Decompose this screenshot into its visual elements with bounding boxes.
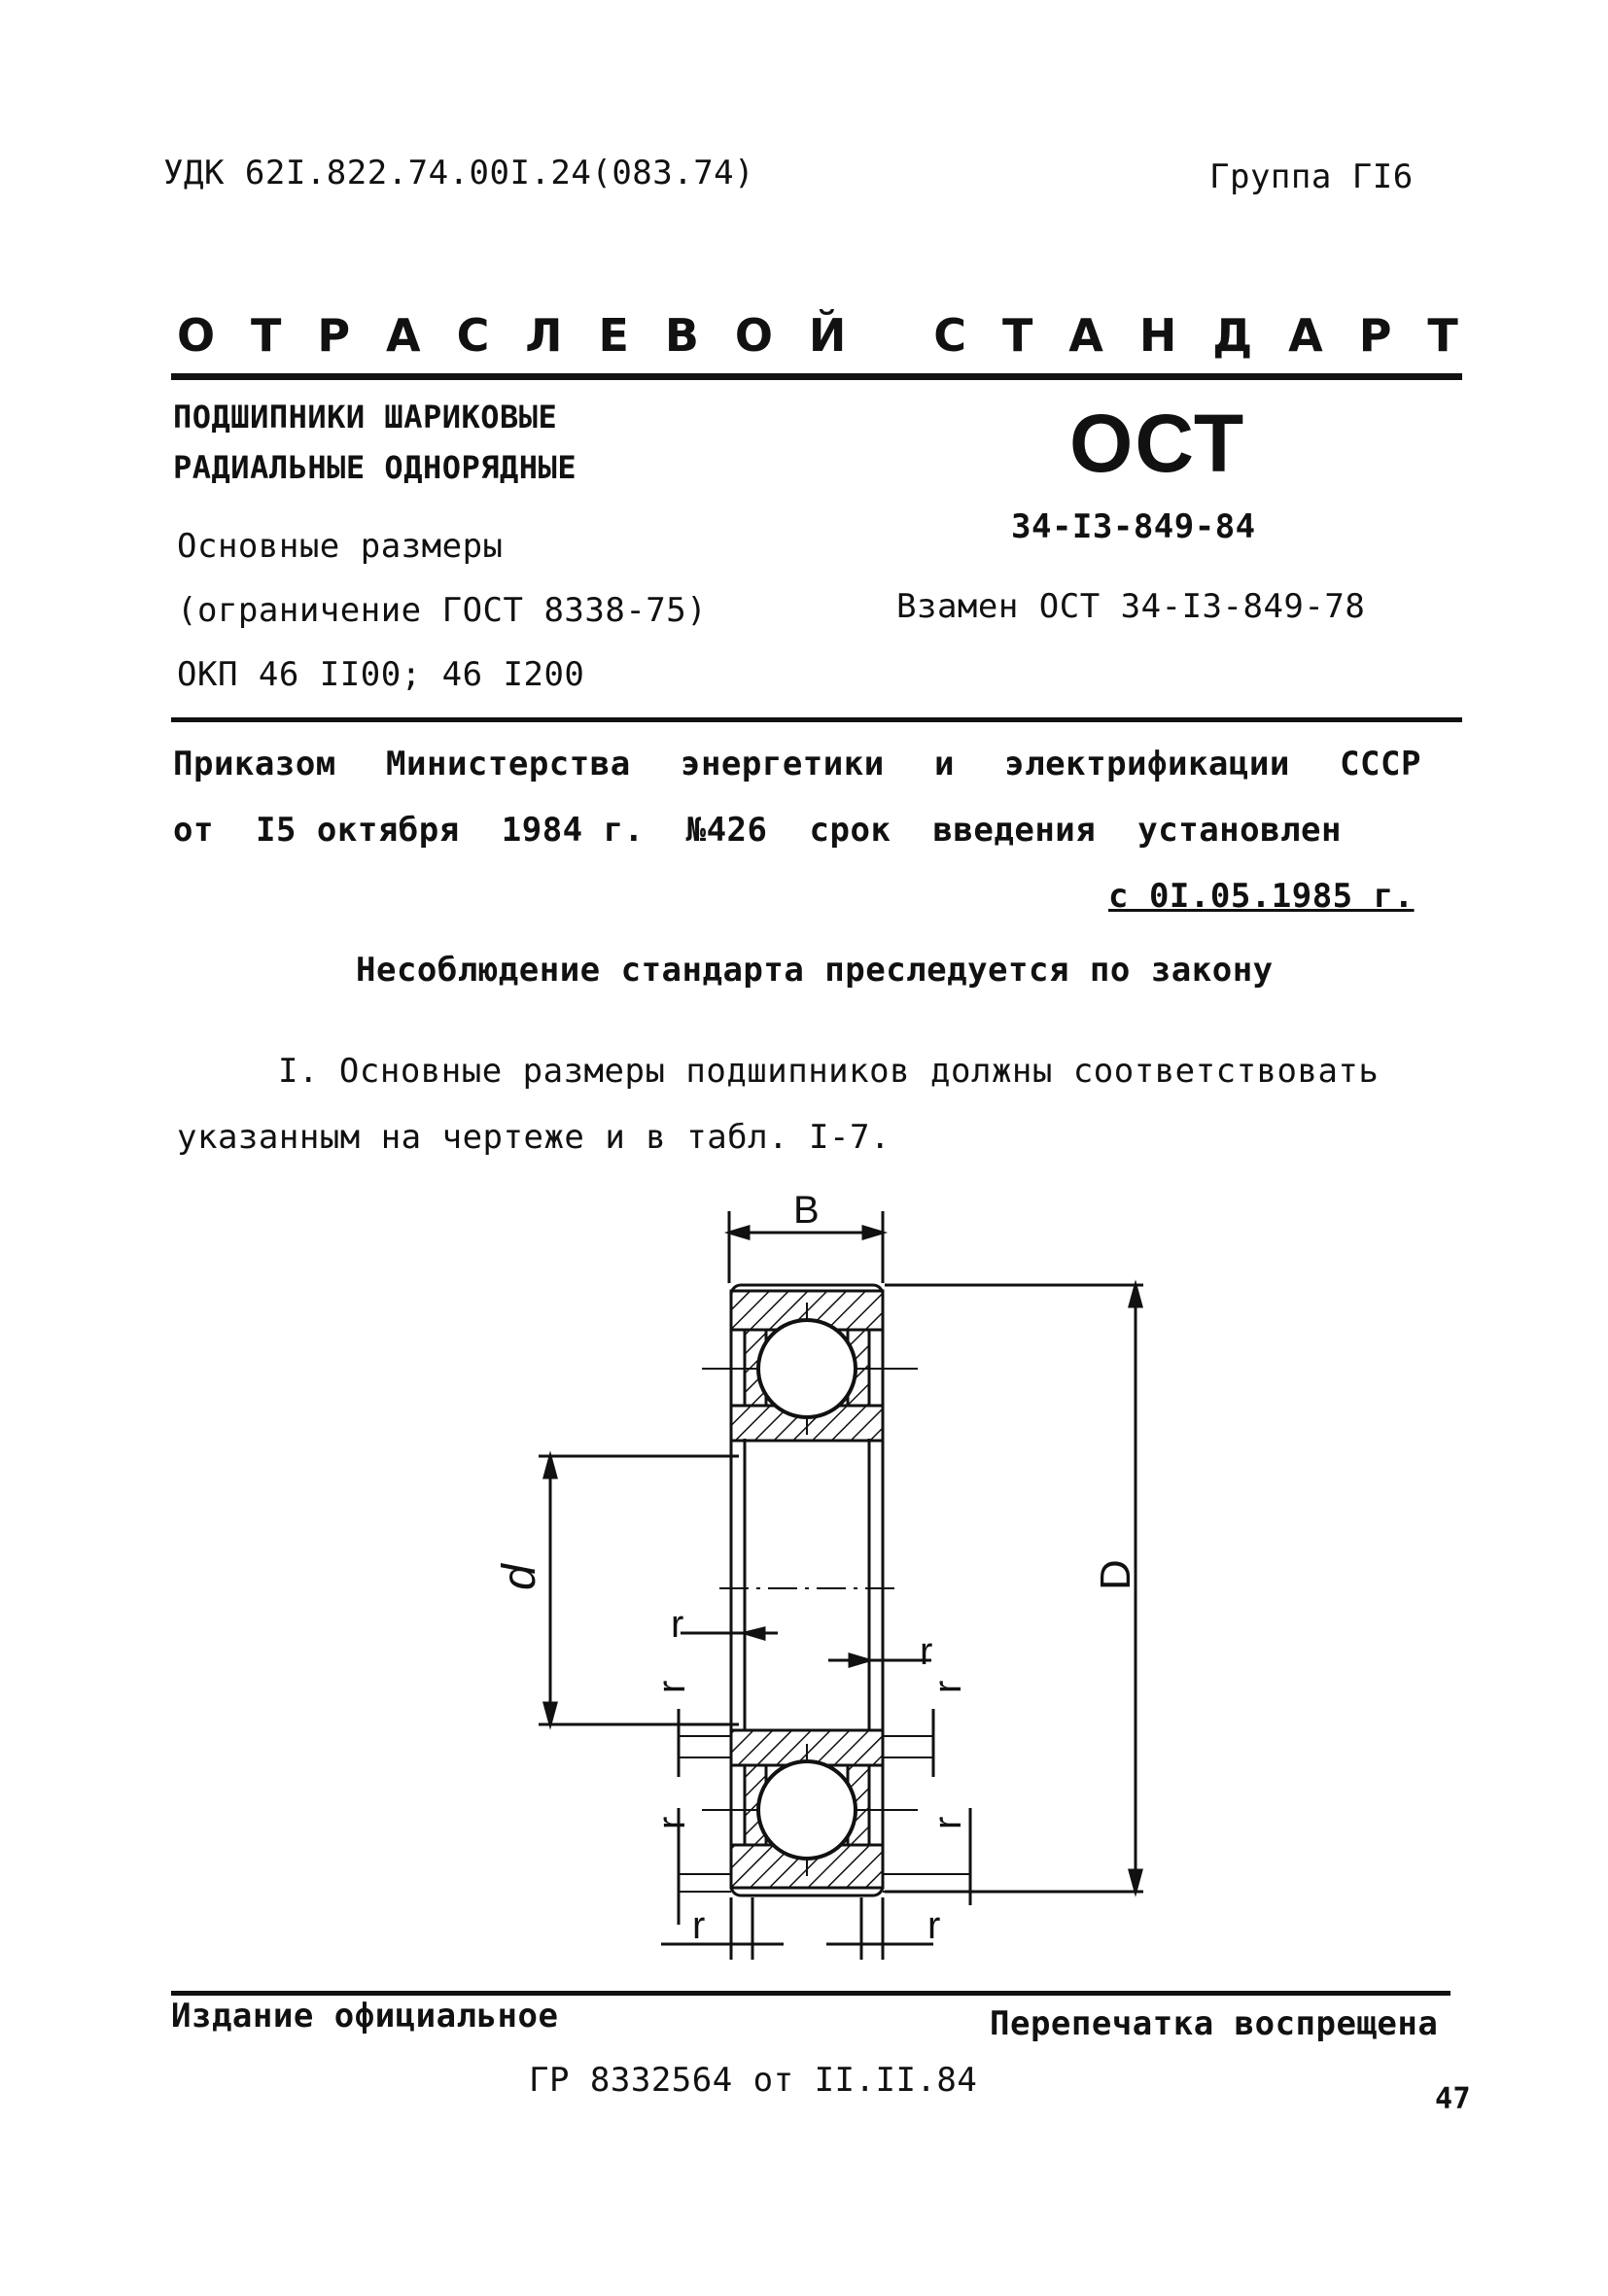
ball — [758, 1761, 856, 1859]
order-word: установлен — [1137, 811, 1342, 850]
page-number: 47 — [1435, 2082, 1472, 2116]
banner-letter: Е — [598, 309, 629, 362]
title-line-2: РАДИАЛЬНЫЕ ОДНОРЯДНЫЕ — [173, 449, 577, 486]
banner-letter: Р — [317, 309, 351, 362]
order-word: срок — [809, 811, 891, 850]
banner-letter: А — [1068, 309, 1103, 362]
title-line-1: ПОДШИПНИКИ ШАРИКОВЫЕ — [173, 399, 558, 435]
dimension-B-label: B — [793, 1189, 820, 1232]
order-word: Приказом — [173, 745, 336, 783]
banner-letter: С — [456, 309, 490, 362]
ball — [758, 1320, 856, 1417]
effective-date: с 0I.05.1985 г. — [1108, 877, 1415, 916]
order-word: от — [173, 811, 214, 850]
order-word: энергетики — [680, 745, 885, 783]
banner-letter: Т — [251, 309, 282, 362]
legal-notice: Несоблюдение стандарта преследуется по закону — [356, 951, 1274, 990]
ost-mark: ОСТ — [1069, 398, 1246, 489]
udk-code: УДК 62I.822.74.00I.24(083.74) — [163, 154, 755, 192]
standard-number: 34-I3-849-84 — [1011, 507, 1256, 546]
order-word: и — [933, 745, 955, 783]
dimension-r-label: r — [692, 1904, 706, 1947]
banner-letter: В — [664, 309, 699, 362]
group-code: Группа ГI6 — [1209, 157, 1414, 196]
banner-letter: Л — [525, 309, 563, 362]
edition-note: Издание официальное — [171, 1997, 559, 2035]
banner-letter: О — [177, 309, 216, 362]
dimension-d-label: d — [494, 1564, 545, 1590]
banner-letter: Й — [808, 309, 847, 362]
order-word: введения — [932, 811, 1097, 850]
replaces-standard: Взамен ОСТ 34-I3-849-78 — [896, 587, 1366, 626]
order-word: I5 октября — [256, 811, 460, 850]
banner-letter: С — [933, 309, 967, 362]
banner-letter: А — [386, 309, 421, 362]
dimension-r-label: r — [671, 1603, 684, 1646]
order-word: СССР — [1340, 745, 1421, 783]
footer-rule — [171, 1991, 1451, 1996]
dimension-r-label: r — [920, 1630, 933, 1673]
banner-letter: А — [1288, 309, 1323, 362]
order-word: Министерства — [386, 745, 631, 783]
dimension-r-label: r — [926, 1816, 969, 1829]
restriction: (ограничение ГОСТ 8338-75) — [177, 591, 708, 630]
banner-letter: Н — [1138, 309, 1177, 362]
registration-number: ГР 8332564 от II.II.84 — [529, 2061, 978, 2100]
banner-letter: Р — [1358, 309, 1392, 362]
order-word: №426 — [685, 811, 768, 850]
banner-letter: Д — [1212, 309, 1253, 362]
order-word: электрификации — [1004, 745, 1290, 783]
okp-codes: ОКП 46 II00; 46 I200 — [177, 655, 585, 694]
clause-line-1: I. Основные размеры подшипников должны соответствовать — [278, 1052, 1380, 1091]
subtitle: Основные размеры — [177, 527, 504, 566]
dimension-r-label: r — [650, 1816, 693, 1829]
dimension-r-label: r — [926, 1680, 969, 1693]
dimension-r-label: r — [927, 1904, 941, 1947]
dimension-r-label: r — [650, 1680, 693, 1693]
clause-line-2: указанным на чертеже и в табл. I-7. — [177, 1118, 891, 1157]
reprint-note: Перепечатка воспрещена — [990, 2004, 1439, 2043]
banner-letter: Т — [1427, 309, 1458, 362]
dimension-D-label: D — [1092, 1559, 1139, 1590]
banner-letter: Т — [1001, 309, 1033, 362]
banner-letter: О — [734, 309, 773, 362]
order-word: 1984 г. — [501, 811, 645, 850]
